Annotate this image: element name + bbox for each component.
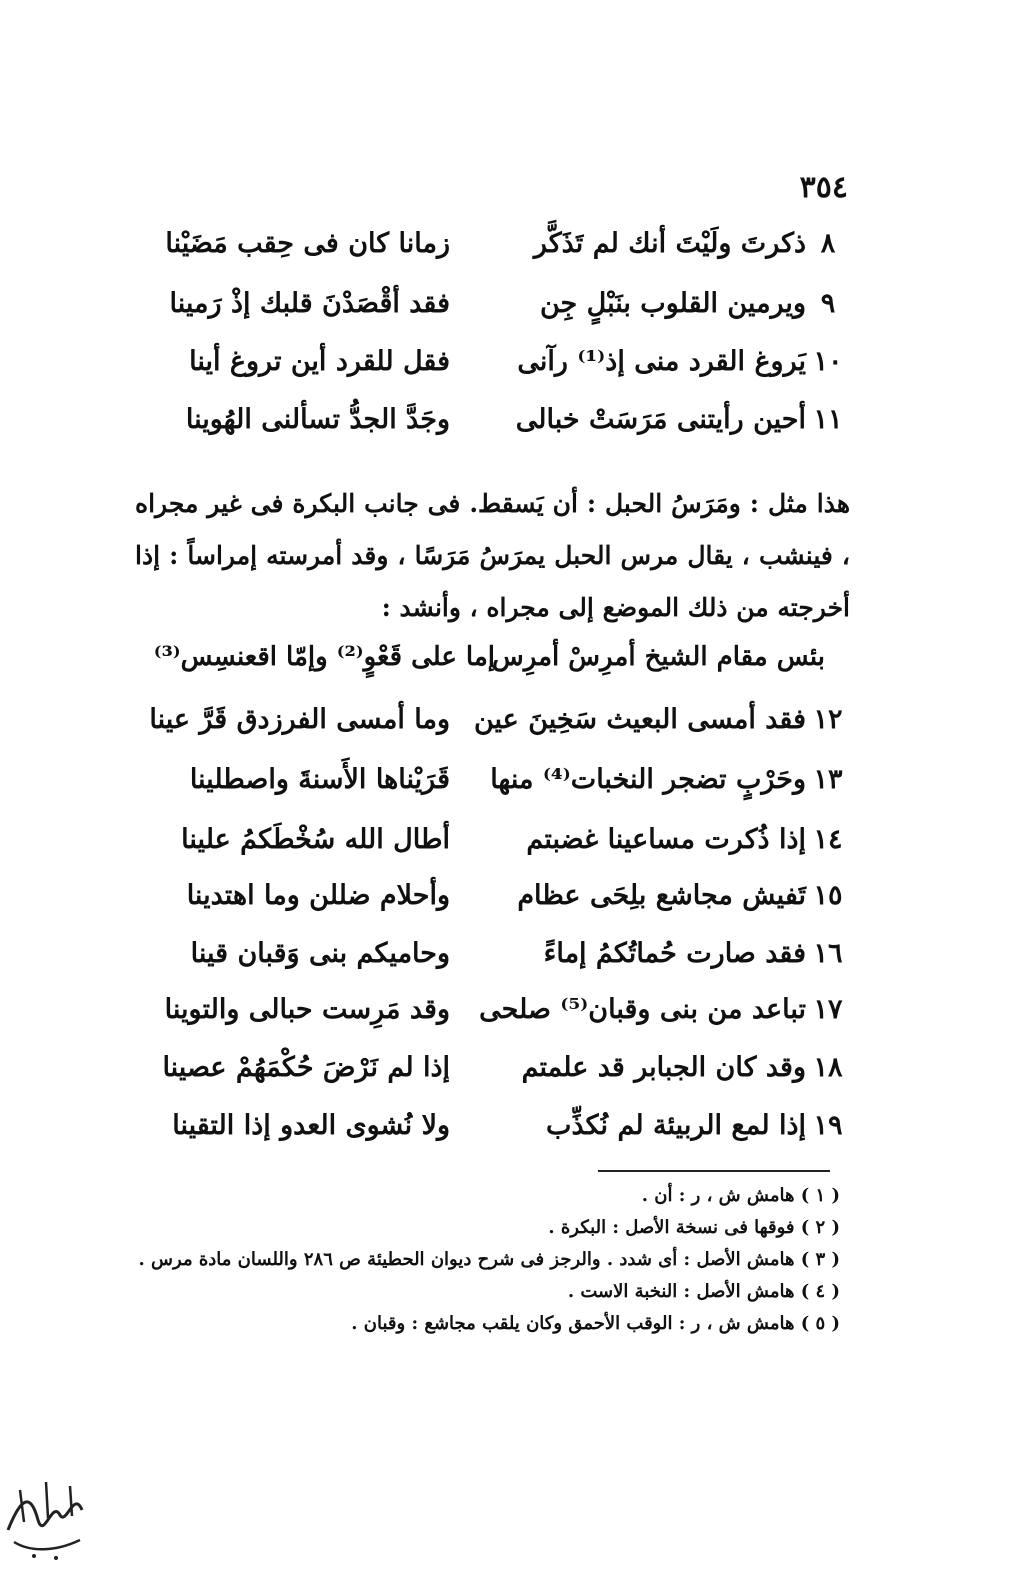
verse-number: ١٢ (813, 704, 843, 735)
verse-first-hemistich: تباعد من بنى وقبان⁽⁵⁾ صلحى (479, 994, 806, 1025)
verse-line (160, 404, 850, 458)
verse-line (160, 346, 850, 400)
footnote: ( ٥ ) هامش ش ، ر : الوقب الأحمق وكان يلقب مجاشع : وقبان . (351, 1313, 840, 1334)
verse-second-hemistich: وقد مَرِست حبالى والتوينا (164, 994, 450, 1025)
publisher-logo (0, 1460, 90, 1570)
footnote: ( ٤ ) هامش الأصل : النخبة الاست . (567, 1281, 840, 1302)
verse-number: ١٠ (813, 346, 843, 377)
verse-line (160, 764, 850, 818)
footnotes (138, 1180, 840, 1340)
verse-first-hemistich: إذا ذُكرت مساعينا غضبتم (526, 824, 806, 855)
verse-number: ١٨ (813, 1052, 843, 1083)
verse-second-hemistich: أطال الله سُخْطَكمُ علينا (181, 824, 450, 855)
verse-number: ٨ (820, 228, 836, 259)
verse-number: ١٩ (813, 1110, 843, 1141)
rajaz-first-hemistich: بئس مقام الشيخ أمرِسْ أمرِس (492, 642, 825, 672)
verse-number: ١٧ (813, 994, 843, 1025)
verse-first-hemistich: فقد صارت حُماتُكمُ إماءً (543, 938, 806, 969)
verse-second-hemistich: وأحلام ضللن وما اهتدينا (186, 880, 450, 911)
verse-first-hemistich: فقد أمسى البعيث سَخِينَ عين (473, 704, 806, 735)
commentary-paragraph: هذا مثل : ومَرَسُ الحبل : أن يَسقط. فى جانب البكرة فى غير مجراه ، فينشب ، يقال مرس الحبل يمرَسُ مَرَسًا ، وقد أمرسته إمراساً : إذا أخرجته من ذلك الموضع إلى مجراه ، وأنشد : (135, 489, 850, 622)
rajaz-second-hemistich: إما على قَعْوٍ⁽²⁾ وإمّا اقعنسِس⁽³⁾ (153, 642, 495, 672)
verse-first-hemistich: وقد كان الجبابر قد علمتم (521, 1052, 806, 1083)
verse-line (149, 704, 850, 758)
verse-first-hemistich: وحَرْبٍ تضجر النخبات⁽⁴⁾ منها (490, 764, 806, 795)
verse-second-hemistich: وما أمسى الفرزدق قَرَّ عينا (149, 704, 450, 735)
footnote: ( ٣ ) هامش الأصل : أى شدد . والرجز فى شرح ديوان الحطيئة ص ٢٨٦ واللسان مادة مرس . (138, 1249, 840, 1270)
verse-number: ١٦ (813, 938, 843, 969)
page-number: ٣٥٤ (799, 170, 848, 205)
verse-first-hemistich: ذكرتَ ولَيْتَ أنك لم تَذَكَّر (533, 228, 806, 259)
verse-number: ١٤ (813, 824, 843, 855)
verse-first-hemistich: يَروغ القرد منى إذ⁽¹⁾ رآنى (517, 346, 806, 377)
rajaz-line (153, 642, 825, 694)
verse-line (160, 880, 850, 934)
verse-second-hemistich: فقل للقرد أين تروغ أينا (189, 346, 450, 377)
verse-second-hemistich: وحاميكم بنى وَقبان قينا (190, 938, 450, 969)
calligraphy-logo-icon (0, 1460, 90, 1570)
verse-second-hemistich: قَرَيْناها الأَسنةَ واصطلينا (189, 764, 450, 795)
verse-first-hemistich: تَفيش مجاشع بلِحَى عظام (517, 880, 806, 911)
verse-line (160, 824, 850, 878)
verse-number: ١٥ (813, 880, 843, 911)
footnote: ( ٢ ) فوقها فى نسخة الأصل : البكرة . (548, 1217, 840, 1238)
verse-number: ١٣ (813, 764, 843, 795)
footnote: ( ١ ) هامش ش ، ر : أن . (641, 1185, 840, 1206)
verse-number: ١١ (813, 404, 843, 435)
verse-first-hemistich: ويرمين القلوب بنَبْلٍ جِن (539, 288, 806, 319)
verse-line (160, 1052, 850, 1106)
verse-line (160, 288, 850, 342)
verse-line (160, 228, 850, 282)
verse-line (160, 994, 850, 1048)
footnote-divider (598, 1170, 830, 1172)
verse-second-hemistich: إذا لم نَرْضَ حُكْمَهُمْ عصينا (162, 1052, 450, 1083)
verse-second-hemistich: فقد أقْصَدْنَ قلبك إذْ رَمينا (169, 288, 450, 319)
verse-line (160, 1110, 850, 1164)
verse-first-hemistich: إذا لمع الربيئة لم نُكذِّب (546, 1110, 806, 1141)
verse-second-hemistich: ولا نُشوى العدو إذا التقينا (172, 1110, 450, 1141)
verse-second-hemistich: وجَدَّ الجدُّ تسألنى الهُوينا (185, 404, 450, 435)
verse-number: ٩ (820, 288, 836, 319)
verse-second-hemistich: زمانا كان فى حِقب مَضَيْنا (165, 228, 450, 259)
verse-line (160, 938, 850, 992)
verse-first-hemistich: أحين رأيتنى مَرَسَتْ خبالى (515, 404, 806, 435)
